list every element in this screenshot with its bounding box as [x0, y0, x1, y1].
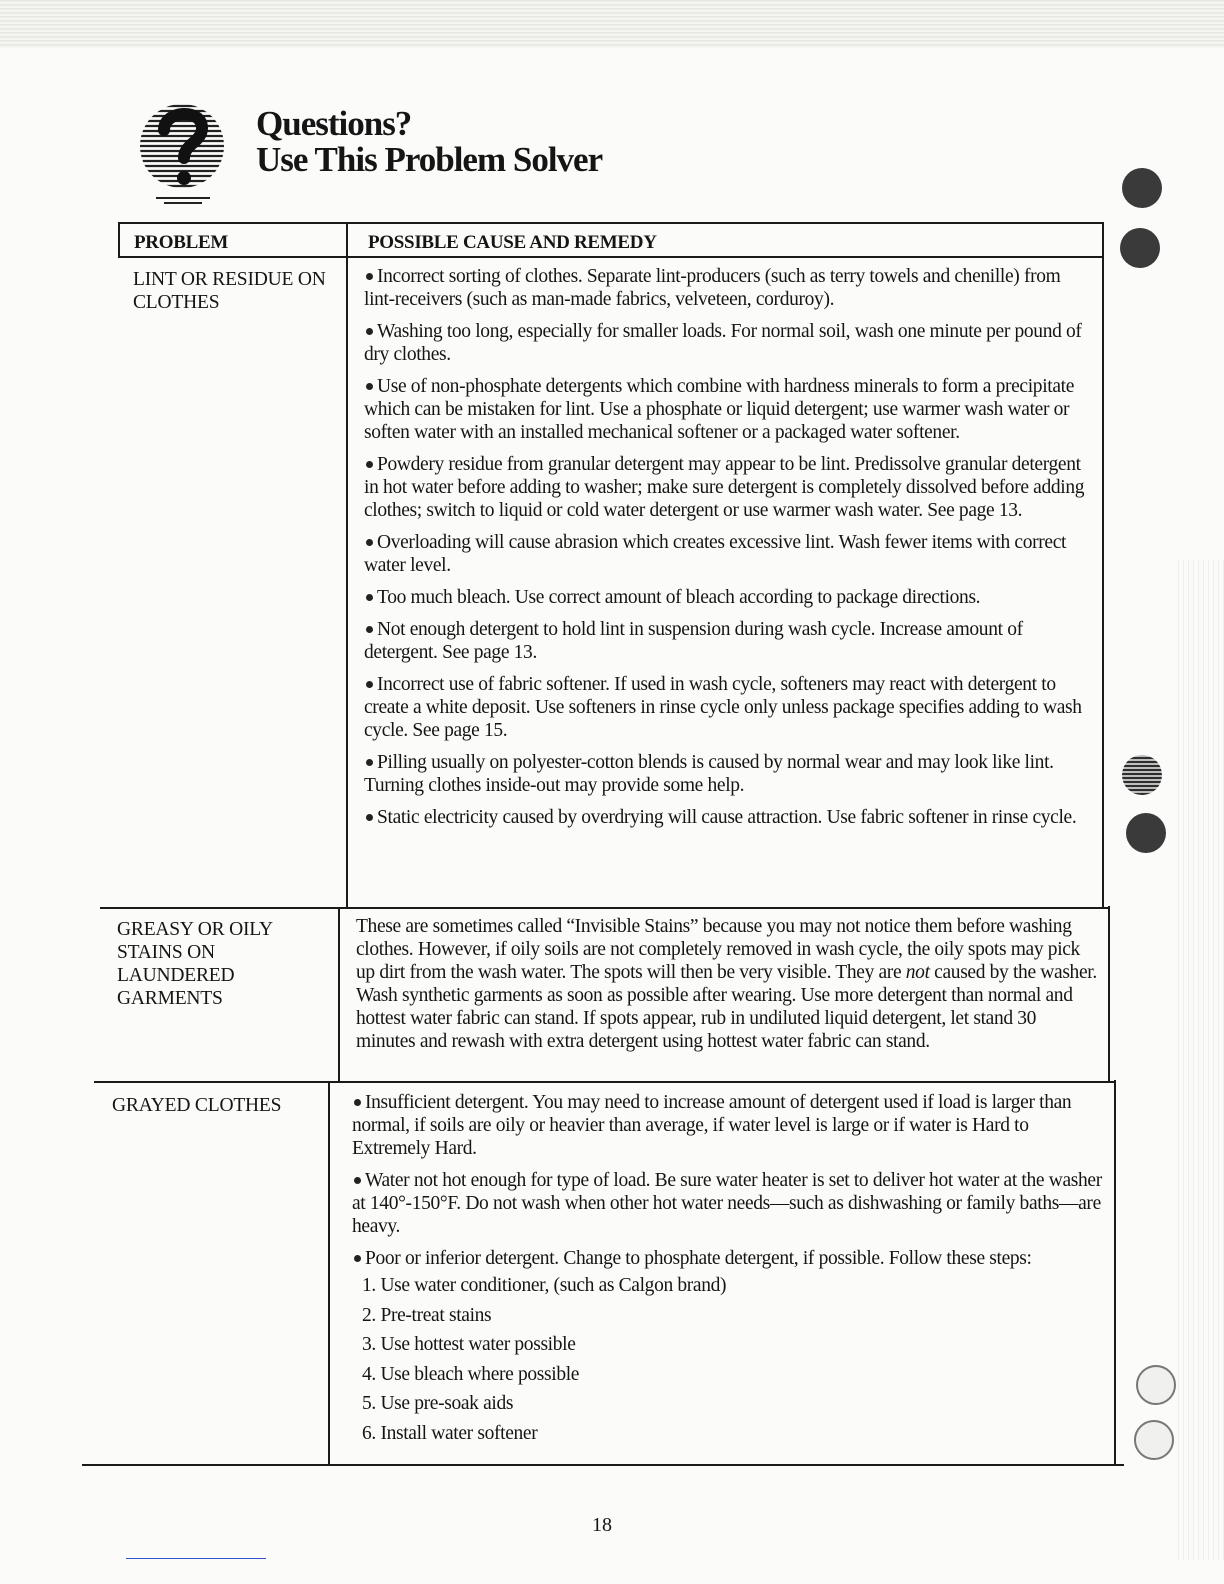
table-border-bottom: [82, 1464, 1124, 1466]
remedy-item: Insufficient detergent. You may need to increase amount of detergent used if load is larger than normal, if soils are oily or heavier than average, if water level is large or if water is Hard to Extremely Hard.: [352, 1092, 1072, 1159]
section-tab-marker: [1122, 755, 1162, 795]
bullet-icon: [366, 328, 373, 335]
remedy-item: Overloading will cause abrasion which creates excessive lint. Wash fewer items with correct water level.: [364, 532, 1067, 576]
bullet-icon: [354, 1177, 361, 1184]
remedy-item: Too much bleach. Use correct amount of bleach according to package directions.: [364, 586, 1092, 609]
bullet-icon: [366, 383, 373, 390]
step-item: 2. Pre-treat stains: [362, 1304, 492, 1326]
bullet-icon: [366, 594, 373, 601]
remedy-item: Use of non-phosphate detergents which combine with hardness minerals to form a precipitate which can be mistaken for lint. Use a phosphate or liquid detergent; use warmer wash water or soften water with an installed mechanical softener or a packaged water softener.: [364, 376, 1075, 443]
column-header-remedy: POSSIBLE CAUSE AND REMEDY: [368, 232, 657, 253]
remedy-greasy-stains: [356, 915, 1098, 1062]
row-rule: [94, 1081, 1116, 1083]
bullet-icon: [366, 539, 373, 546]
problem-greasy-stains: GREASY OR OILY STAINS ON LAUNDERED GARMENTS: [117, 919, 273, 1009]
step-item: 1. Use water conditioner, (such as Calgon brand): [362, 1275, 727, 1296]
remedy-item: Water not hot enough for type of load. Be sure water heater is set to deliver hot water at the washer at 140°-150°F. Do not wash when other hot water needs—such as dishwashing or family baths—are heavy.: [352, 1170, 1102, 1237]
remedy-item: Powdery residue from granular detergent may appear to be lint. Predissolve granular detergent in hot water before adding to washer; make sure detergent is completely dissolved before adding clothes; switch to liquid or cold water detergent or use warmer wash water. See page 13.: [364, 454, 1085, 521]
bullet-icon: [354, 1255, 361, 1262]
section-tab-marker: [1122, 168, 1162, 208]
header-rule: [118, 256, 1102, 258]
bullet-icon: [366, 814, 373, 821]
page-title: [256, 106, 602, 178]
column-header-problem: PROBLEM: [134, 232, 228, 253]
column-divider: [346, 224, 348, 908]
scan-artifact-edge: [1178, 560, 1224, 1560]
remedy-paragraph: These are sometimes called “Invisible Stains” because you may not notice them before washing clothes. However, if oily soils are not completely removed in wash cycle, the oily spots may pick up dirt from the wash water. The spots will then be very visible. They are not caused by the washer. Wash synthetic garments as soon as possible after wearing. Use more detergent than normal and hottest water fabric can stand. If spots appear, rub in undiluted liquid detergent, let stand 30 minutes and rewash with extra detergent using hottest water fabric can stand.: [356, 916, 1097, 1052]
step-item: 4. Use bleach where possible: [362, 1363, 580, 1385]
step-item: 3. Use hottest water possible: [362, 1334, 576, 1355]
problem-lint: LINT OR RESIDUE ON CLOTHES: [133, 269, 326, 313]
remedy-item: Not enough detergent to hold lint in suspension during wash cycle. Increase amount of detergent. See page 13.: [364, 619, 1023, 663]
table-border-right: [1102, 222, 1104, 908]
remedy-list-lint: [364, 265, 1092, 838]
bullet-icon: [366, 681, 373, 688]
table-border-top: [118, 222, 1104, 224]
section-tab-marker: [1126, 813, 1166, 853]
remedy-item: Pilling usually on polyester-cotton blends is caused by normal wear and may look like lint. Turning clothes inside-out may provide some help.: [364, 752, 1054, 796]
bullet-icon: [354, 1099, 361, 1106]
remedy-item: Incorrect sorting of clothes. Separate lint-producers (such as terry towels and chenille) from lint-receivers (such as man-made fabrics, velveteen, corduroy).: [364, 266, 1061, 310]
title-line-2: Use This Problem Solver: [256, 140, 603, 179]
page-number: 18: [592, 1514, 612, 1536]
remedy-item: Washing too long, especially for smaller loads. For normal soil, wash one minute per pound of dry clothes.: [364, 321, 1082, 365]
bullet-icon: [366, 626, 373, 633]
question-mark-icon: [134, 96, 240, 206]
step-item: 6. Install water softener: [362, 1422, 538, 1444]
section-tab-marker: [1134, 1420, 1174, 1460]
column-divider: [328, 1082, 330, 1466]
remedy-item: Static electricity caused by overdrying will cause attraction. Use fabric softener in rinse cycle.: [364, 806, 1092, 829]
table-border-left: [118, 222, 120, 258]
table-border-right: [1114, 1080, 1116, 1464]
scan-artifact-top: [0, 0, 1224, 48]
remedy-item: Poor or inferior detergent. Change to phosphate detergent, if possible. Follow these steps:: [352, 1247, 1106, 1270]
title-line-1: Questions?: [256, 104, 412, 143]
bullet-icon: [366, 461, 373, 468]
table-border-right: [1108, 906, 1110, 1082]
column-divider: [338, 908, 340, 1082]
footer-link-underline: [126, 1558, 266, 1559]
steps-list: [352, 1274, 1106, 1445]
step-item: 5. Use pre-soak aids: [362, 1393, 514, 1414]
section-tab-marker: [1120, 228, 1160, 268]
problem-grayed-clothes: GRAYED CLOTHES: [112, 1095, 282, 1116]
section-tab-marker: [1136, 1365, 1176, 1405]
row-rule: [100, 907, 1110, 909]
bullet-icon: [366, 759, 373, 766]
remedy-item: Incorrect use of fabric softener. If used in wash cycle, softeners may react with detergent to create a white deposit. Use softeners in rinse cycle only unless package specifies adding to wash cycle. See page 15.: [364, 674, 1082, 741]
remedy-list-grayed: [352, 1091, 1106, 1451]
bullet-icon: [366, 273, 373, 280]
